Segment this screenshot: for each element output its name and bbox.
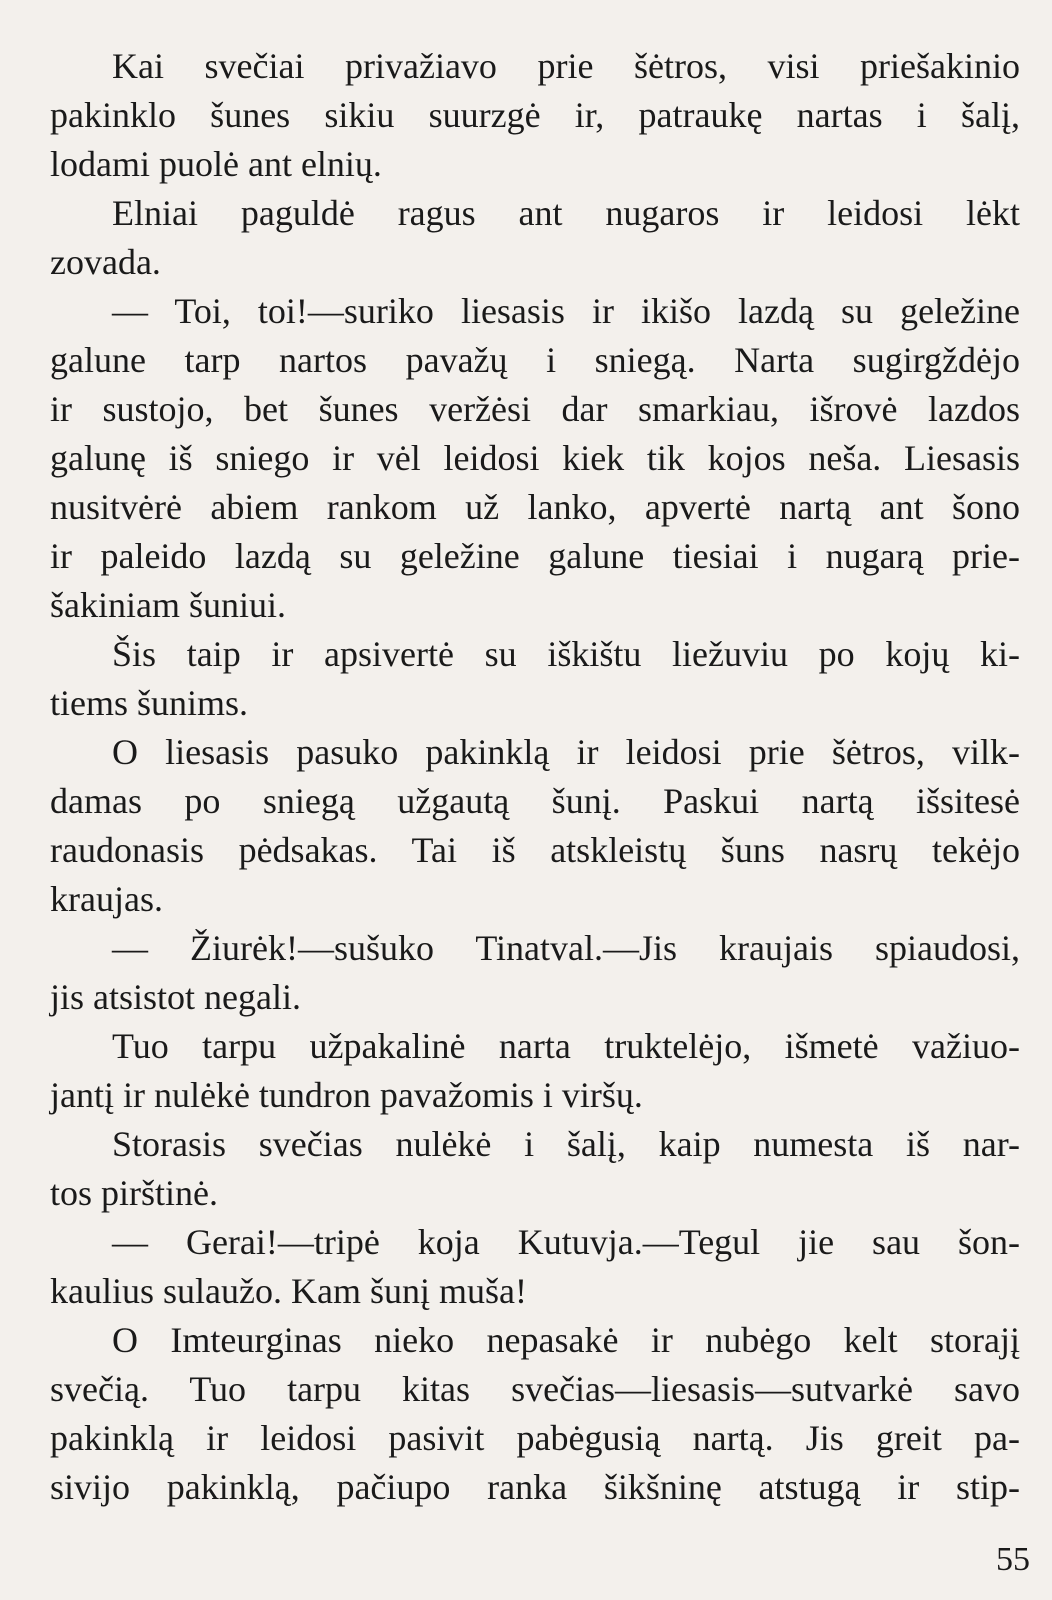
text-line: ir paleido lazdą su geležine galune tiesiai i nugarą prie- (50, 536, 1020, 576)
text-line: pakinklo šunes sikiu suurzgė ir, patraukę nartas i šalį, (50, 95, 1020, 135)
text-line: galunę iš sniego ir vėl leidosi kiek tik kojos neša. Liesasis (50, 438, 1020, 478)
text-line: damas po sniegą užgautą šunį. Paskui nartą išsitesė (50, 781, 1020, 821)
text-line: nusitvėrė abiem rankom už lanko, apvertė nartą ant šono (50, 487, 1020, 527)
text-line: jantį ir nulėkė tundron pavažomis i viršų. (50, 1075, 643, 1115)
text-line: — Toi, toi!—suriko liesasis ir ikišo lazdą su geležine (112, 291, 1020, 331)
text-line: šakiniam šuniui. (50, 585, 286, 625)
page-number: 55 (996, 1541, 1030, 1578)
text-line: Storasis svečias nulėkė i šalį, kaip numesta iš nar- (112, 1124, 1020, 1164)
text-line: tiems šunims. (50, 683, 249, 723)
text-line: kaulius sulaužo. Kam šunį muša! (50, 1271, 527, 1311)
text-line: Šis taip ir apsivertė su iškištu liežuviu po kojų ki- (112, 634, 1020, 674)
text-line: sivijo pakinklą, pačiupo ranka šikšninę atstugą ir stip- (50, 1467, 1020, 1507)
text-line: Elniai paguldė ragus ant nugaros ir leidosi lėkt (112, 193, 1020, 233)
text-line: O Imteurginas nieko nepasakė ir nubėgo kelt storajį (112, 1320, 1020, 1360)
text-line: tos pirštinė. (50, 1173, 218, 1213)
text-line: raudonasis pėdsakas. Tai iš atskleistų šuns nasrų tekėjo (50, 830, 1020, 870)
text-line: Kai svečiai privažiavo prie šėtros, visi priešakinio (112, 46, 1020, 86)
text-line: zovada. (50, 242, 161, 282)
text-line: svečią. Tuo tarpu kitas svečias—liesasis—sutvarkė savo (50, 1369, 1020, 1409)
text-line: kraujas. (50, 879, 163, 919)
text-line: O liesasis pasuko pakinklą ir leidosi prie šėtros, vilk- (112, 732, 1020, 772)
text-line: — Žiurėk!—sušuko Tinatval.—Jis kraujais spiaudosi, (112, 928, 1020, 968)
text-line: pakinklą ir leidosi pasivit pabėgusią nartą. Jis greit pa- (50, 1418, 1020, 1458)
text-line: galune tarp nartos pavažų i sniegą. Narta sugirgždėjo (50, 340, 1020, 380)
text-line: jis atsistot negali. (50, 977, 301, 1017)
body-text (50, 42, 1020, 1512)
text-line: Tuo tarpu užpakalinė narta truktelėjo, išmetė važiuo- (112, 1026, 1020, 1066)
text-line: lodami puolė ant elnių. (50, 144, 382, 184)
text-line: — Gerai!—tripė koja Kutuvja.—Tegul jie sau šon- (112, 1222, 1020, 1262)
text-line: ir sustojo, bet šunes veržėsi dar smarkiau, išrovė lazdos (50, 389, 1020, 429)
